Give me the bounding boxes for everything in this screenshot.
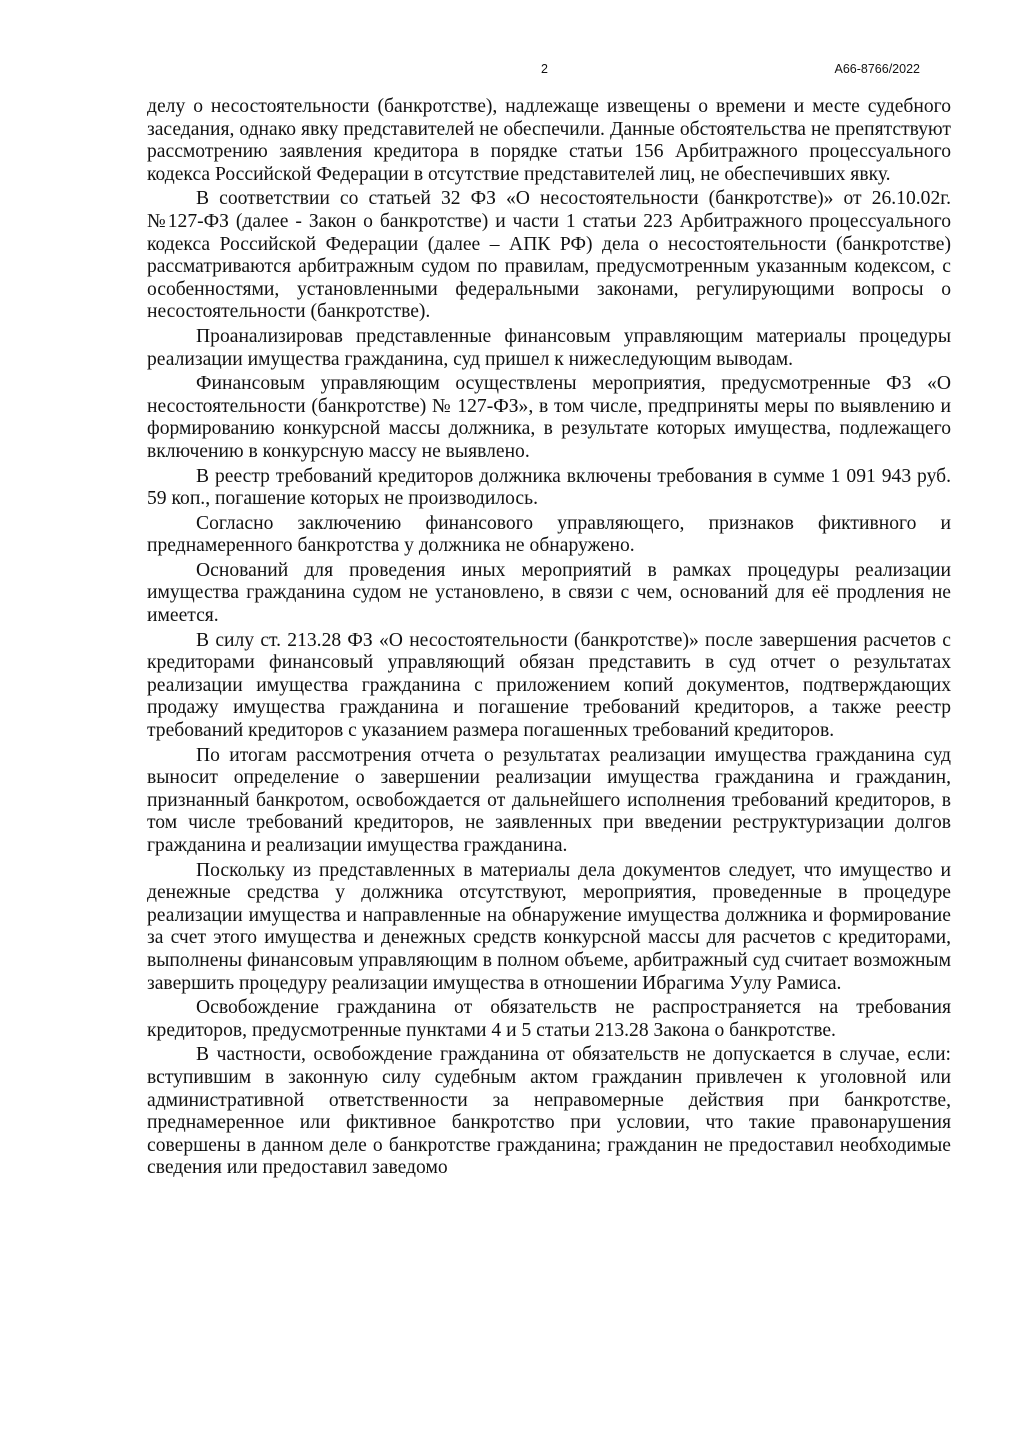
page-number: 2 xyxy=(541,62,548,76)
paragraph: В реестр требований кредиторов должника включены требования в сумме 1 091 943 руб. 59 коп., погашение которых не производилось. xyxy=(147,465,951,510)
paragraph: Согласно заключению финансового управляющего, признаков фиктивного и преднамеренного банкротства у должника не обнаружено. xyxy=(147,512,951,557)
paragraph-continuation: делу о несостоятельности (банкротстве), надлежаще извещены о времени и месте судебного заседания, однако явку представителей не обеспечили. Данные обстоятельства не препятствуют рассмотрению заявления кредитора в порядке статьи 156 Арбитражного процессуального кодекса Российской Федерации в отсутствие представителей лиц, не обеспечивших явку. xyxy=(147,96,951,185)
paragraph: В силу ст. 213.28 ФЗ «О несостоятельности (банкротстве)» после завершения расчетов с кредиторами финансовый управляющий обязан представить в суд отчет о результатах реализации имущества гражданина с приложением копий документов, подтверждающих продажу имущества гражданина и погашение требований кредиторов, а также реестр требований кредиторов с указанием размера погашенных требований кредиторов. xyxy=(147,629,951,742)
page-header xyxy=(0,60,1024,80)
case-number: А66-8766/2022 xyxy=(834,62,920,76)
paragraph: Поскольку из представленных в материалы дела документов следует, что имущество и денежные средства у должника отсутствуют, мероприятия, проведенные в процедуре реализации имущества и направленные на обнаружение имущества должника и формирование за счет этого имущества и денежных средств конкурсной массы для расчетов с кредиторами, выполнены финансовым управляющим в полном объеме, арбитражный суд считает возможным завершить процедуру реализации имущества в отношении Ибрагима Уулу Рамиса. xyxy=(147,859,951,994)
paragraph: Финансовым управляющим осуществлены мероприятия, предусмотренные ФЗ «О несостоятельности (банкротстве) № 127-ФЗ», в том числе, предприняты меры по выявлению и формированию конкурсной массы должника, в результате которых имущества, подлежащего включению в конкурсную массу не выявлено. xyxy=(147,373,951,462)
document-body xyxy=(147,96,951,1182)
paragraph: Освобождение гражданина от обязательств не распространяется на требования кредиторов, предусмотренные пунктами 4 и 5 статьи 213.28 Закона о банкротстве. xyxy=(147,997,951,1041)
paragraph: В частности, освобождение гражданина от обязательств не допускается в случае, если: вступившим в законную силу судебным актом гражданин привлечен к уголовной или административной ответственности за неправомерные действия при банкротстве, преднамеренное или фиктивное банкротство при условии, что такие правонарушения совершены в данном деле о банкротстве гражданина; гражданин не предоставил необходимые сведения или предоставил заведомо xyxy=(147,1044,951,1179)
paragraph: Проанализировав представленные финансовым управляющим материалы процедуры реализации имущества гражданина, суд пришел к нижеследующим выводам. xyxy=(147,325,951,370)
paragraph: По итогам рассмотрения отчета о результатах реализации имущества гражданина суд выносит определение о завершении реализации имущества гражданина и гражданин, признанный банкротом, освобождается от дальнейшего исполнения требований кредиторов, в том числе требований кредиторов, не заявленных при введении реструктуризации долгов гражданина и реализации имущества гражданина. xyxy=(147,744,951,856)
paragraph: Оснований для проведения иных мероприятий в рамках процедуры реализации имущества гражданина судом не установлено, в связи с чем, оснований для её продления не имеется. xyxy=(147,559,951,627)
paragraph: В соответствии со статьей 32 ФЗ «О несостоятельности (банкротстве)» от 26.10.02г. №127-ФЗ (далее - Закон о банкротстве) и части 1 статьи 223 Арбитражного процессуального кодекса Российской Федерации (далее – АПК РФ) дела о несостоятельности (банкротстве) рассматриваются арбитражным судом по правилам, предусмотренным указанным кодексом, с особенностями, установленными федеральными законами, регулирующими вопросы о несостоятельности (банкротстве). xyxy=(147,188,951,323)
